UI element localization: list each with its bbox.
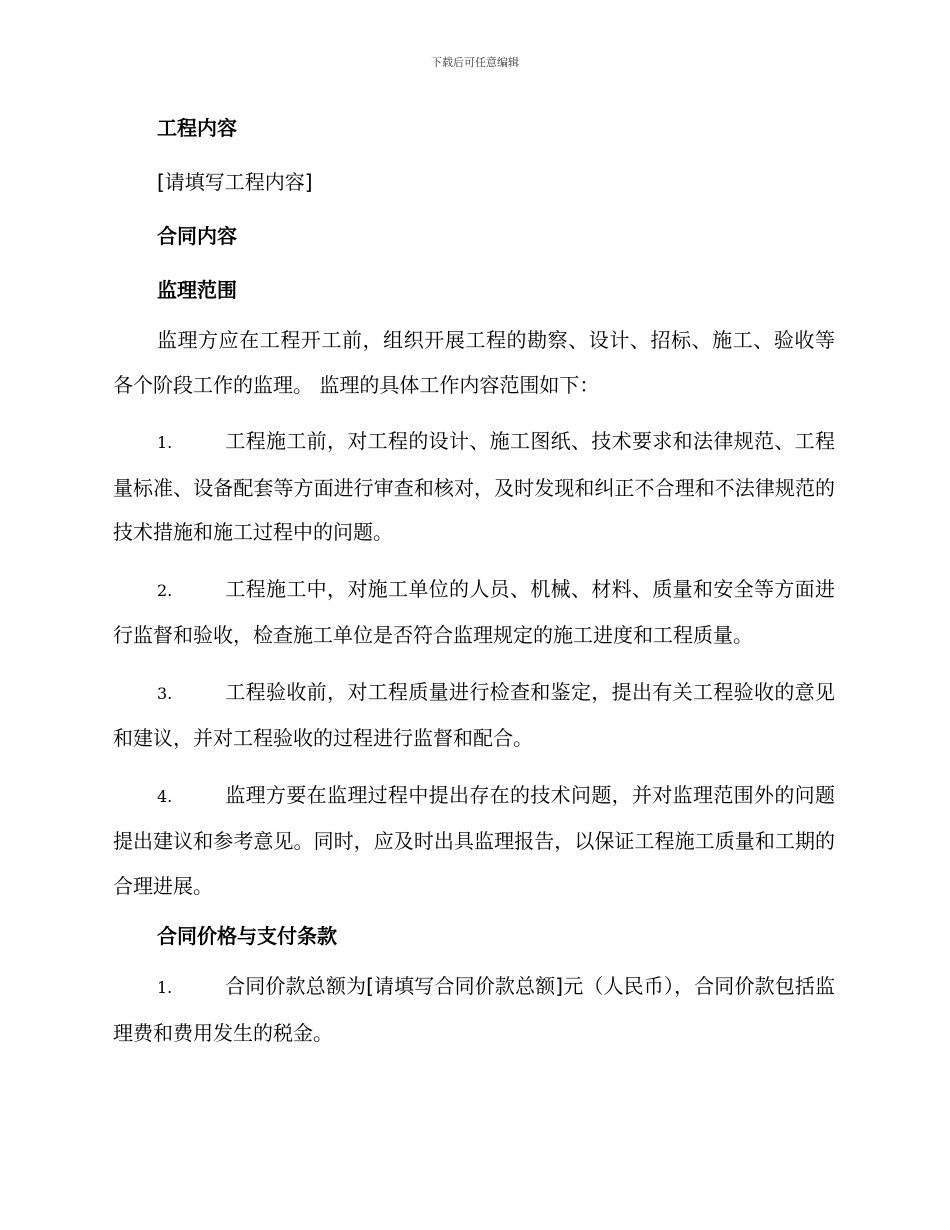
item-text: 工程施工中，对施工单位的人员、机械、材料、质量和安全等方面进行监督和验收，检查施工单位是否符合监理规定的施工进度和工程质量。 [113,576,835,647]
document-body [113,112,835,1055]
scope-item [113,773,835,909]
scope-item [113,419,835,555]
item-text: 监理方要在监理过程中提出存在的技术问题，并对监理范围外的问题提出建议和参考意见。同时，应及时出具监理报告，以保证工程施工质量和工期的合理进展。 [113,782,835,898]
scope-item [113,567,835,658]
contract-heading: 合同内容 [157,224,237,248]
project-heading: 工程内容 [157,116,237,140]
scope-heading: 监理范围 [157,278,237,302]
scope-item [113,670,835,761]
item-number: 1. [157,433,173,452]
item-number: 3. [157,683,173,703]
header-note: 下载后可任意编辑 [431,56,519,69]
payment-item [113,964,835,1055]
project-placeholder: [请填写工程内容] [157,170,313,194]
item-text: 工程施工前，对工程的设计、施工图纸、技术要求和法律规范、工程量标准、设备配套等方面进行审查和核对，及时发现和纠正不合理和不法律规范的技术措施和施工过程中的问题。 [113,429,835,544]
item-text: 合同价款总额为[请填写合同价款总额]元（人民币），合同价款包括监理费和费用发生的税金。 [113,974,835,1045]
scope-intro: 监理方应在工程开工前，组织开展工程的勘察、设计、招标、施工、验收等各个阶段工作的监理。 监理的具体工作内容范围如下： [113,328,835,397]
payment-heading: 合同价格与支付条款 [157,924,337,948]
item-text: 工程验收前，对工程质量进行检查和鉴定，提出有关工程验收的意见和建议，并对工程验收的过程进行监督和配合。 [113,679,835,750]
item-number: 2. [157,580,173,600]
item-number: 1. [157,978,173,997]
item-number: 4. [157,786,173,806]
